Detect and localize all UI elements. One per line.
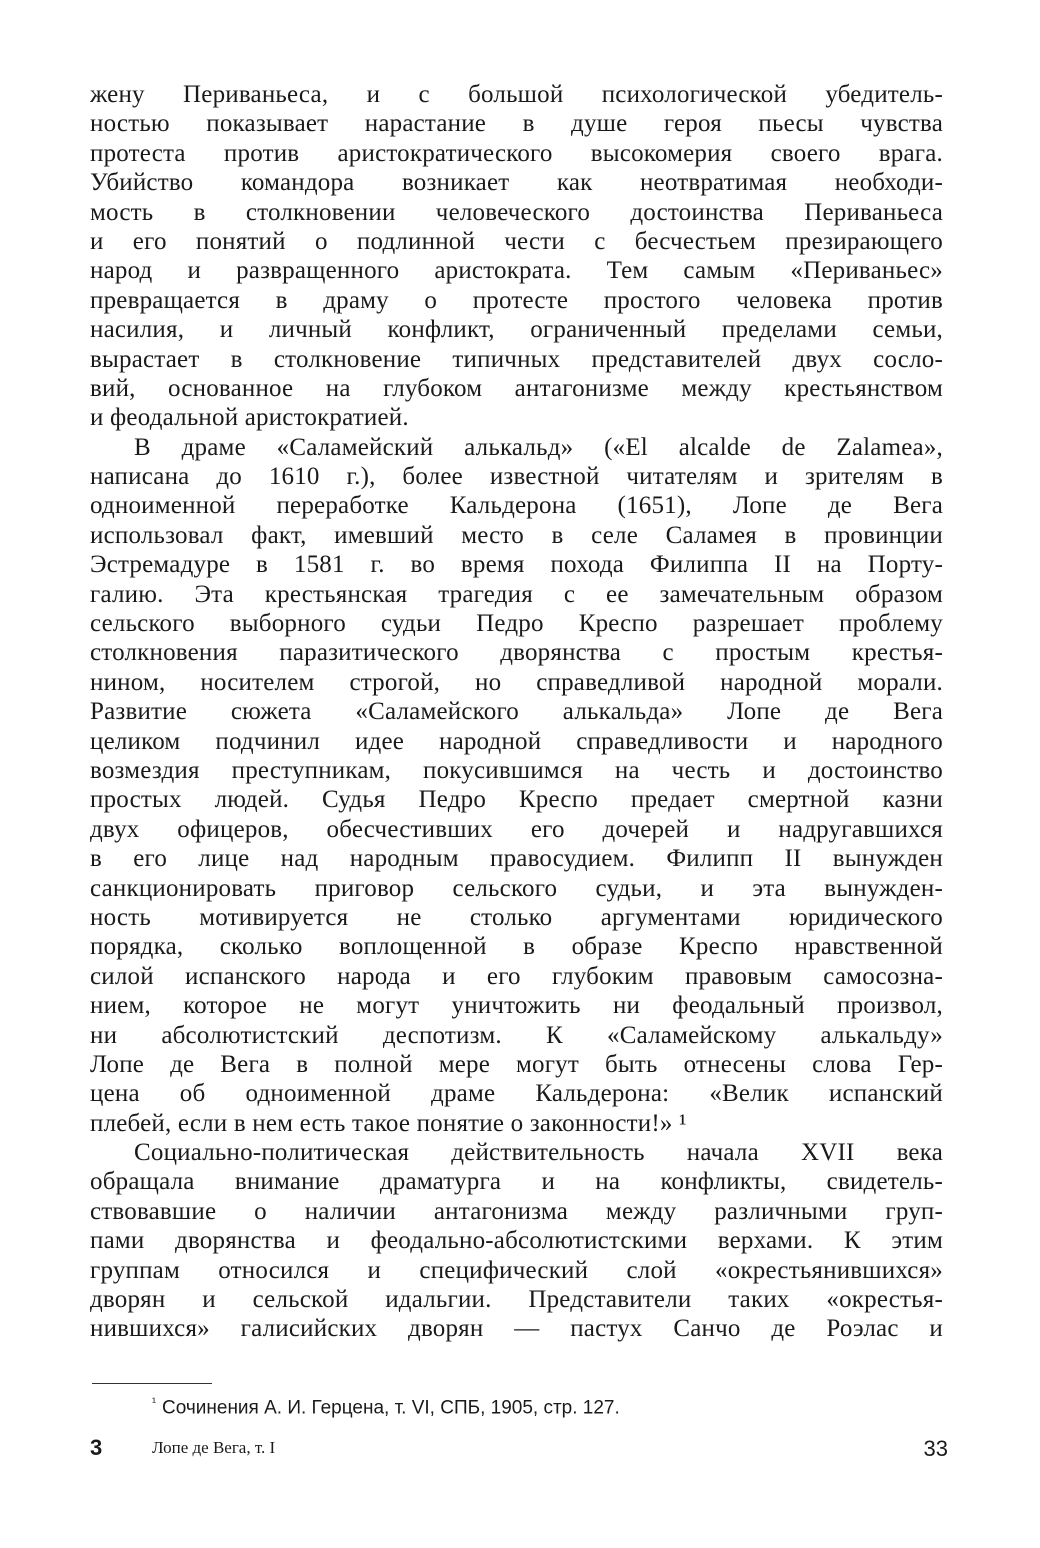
text-line: простых людей. Судья Педро Креспо предает смертной казни <box>90 786 943 814</box>
text-line: одноименной переработке Кальдерона (1651), Лопе де Вега <box>90 492 943 520</box>
text-line: порядка, сколько воплощенной в образе Креспо нравственной <box>90 933 943 961</box>
text-line: обращала внимание драматурга и на конфликты, свидетель- <box>90 1168 943 1196</box>
text-line: Эстремадуре в 1581 г. во время похода Филиппа II на Порту- <box>90 551 943 579</box>
text-line: нившихся» галисийских дворян — пастух Санчо де Роэлас и <box>90 1315 943 1343</box>
text-line: нием, которое не могут уничтожить ни феодальный произвол, <box>90 992 943 1020</box>
text-line: пами дворянства и феодально-абсолютистскими верхами. К этим <box>90 1227 943 1255</box>
text-line: народ и развращенного аристократа. Тем самым «Периваньес» <box>90 257 943 285</box>
text-line: ность мотивируется не столько аргументами юридического <box>90 903 943 931</box>
text-line: насилия, и личный конфликт, ограниченный пределами семьи, <box>90 316 943 344</box>
text-line: нином, носителем строгой, но справедливой народной морали. <box>90 668 943 696</box>
footnote-text: Сочинения А. И. Герцена, т. VI, СПБ, 1905, стр. 127. <box>162 1397 620 1419</box>
text-line: мость в столкновении человеческого достоинства Периваньеса <box>90 198 943 226</box>
text-line: вий, основанное на глубоком антагонизме между крестьянством <box>90 374 943 402</box>
text-line: Лопе де Вега в полной мере могут быть отнесены слова Гер- <box>90 1050 943 1078</box>
text-line: написана до 1610 г.), более известной читателям и зрителям в <box>90 463 943 491</box>
text-line: целиком подчинил идее народной справедливости и народного <box>90 727 943 755</box>
text-line: цена об одноименной драме Кальдерона: «Велик испанский <box>90 1080 943 1108</box>
text-line: ствовавшие о наличии антагонизма между различными груп- <box>90 1197 943 1225</box>
text-line: жену Периваньеса, и с большой психологической убедитель- <box>90 81 943 108</box>
main-text <box>90 80 943 1344</box>
text-line: силой испанского народа и его глубоким правовым самосозна- <box>90 962 943 990</box>
page-number: 33 <box>923 1436 948 1461</box>
text-line: вырастает в столкновение типичных представителей двух сосло- <box>90 345 943 373</box>
text-line: санкционировать приговор сельского судьи, и эта вынужден- <box>90 874 943 902</box>
text-line: группам относился и специфический слой «окрестьянившихся» <box>90 1256 943 1284</box>
text-line: столкновения паразитического дворянства с простым крестья- <box>90 639 943 667</box>
text-line: ностью показывает нарастание в душе героя пьесы чувства <box>90 110 943 138</box>
text-line: и его понятий о подлинной чести с бесчестьем презирающего <box>90 227 943 255</box>
footnote-divider <box>92 1383 212 1384</box>
text-line: В драме «Саламейский алькальд» («El alcalde de Zalamea», <box>134 433 943 461</box>
text-line: протеста против аристократического высокомерия своего врага. <box>90 139 943 167</box>
text-line: в его лице над народным правосудием. Филипп II вынужден <box>90 845 943 873</box>
footnote <box>152 1390 620 1420</box>
text-line: плебей, если в нем есть такое понятие о законности!» ¹ <box>90 1109 687 1137</box>
text-line: двух офицеров, обесчестивших его дочерей и надругавшихся <box>90 815 943 843</box>
footnote-marker: ¹ <box>152 1395 156 1409</box>
text-line: и феодальной аристократией. <box>90 404 409 432</box>
text-line: Социально-политическая действительность начала XVII века <box>134 1139 943 1167</box>
signature-mark: 3 <box>90 1435 103 1460</box>
text-line: использовал факт, имевший место в селе Саламея в провинции <box>90 521 943 549</box>
text-line: возмездия преступникам, покусившимся на честь и достоинство <box>90 756 943 784</box>
running-head: Лопе де Вега, т. I <box>152 1438 276 1457</box>
text-line: галию. Эта крестьянская трагедия с ее замечательным образом <box>90 580 943 608</box>
text-line: сельского выборного судьи Педро Креспо разрешает проблему <box>90 610 943 638</box>
text-line: ни абсолютистский деспотизм. К «Саламейскому алькальду» <box>90 1021 943 1049</box>
text-line: Убийство командора возникает как неотвратимая необходи- <box>90 169 943 197</box>
text-line: Развитие сюжета «Саламейского алькальда» Лопе де Вега <box>90 698 943 726</box>
text-line: превращается в драму о протесте простого человека против <box>90 286 943 314</box>
text-line: дворян и сельской идальгии. Представители таких «окрестья- <box>90 1286 943 1314</box>
